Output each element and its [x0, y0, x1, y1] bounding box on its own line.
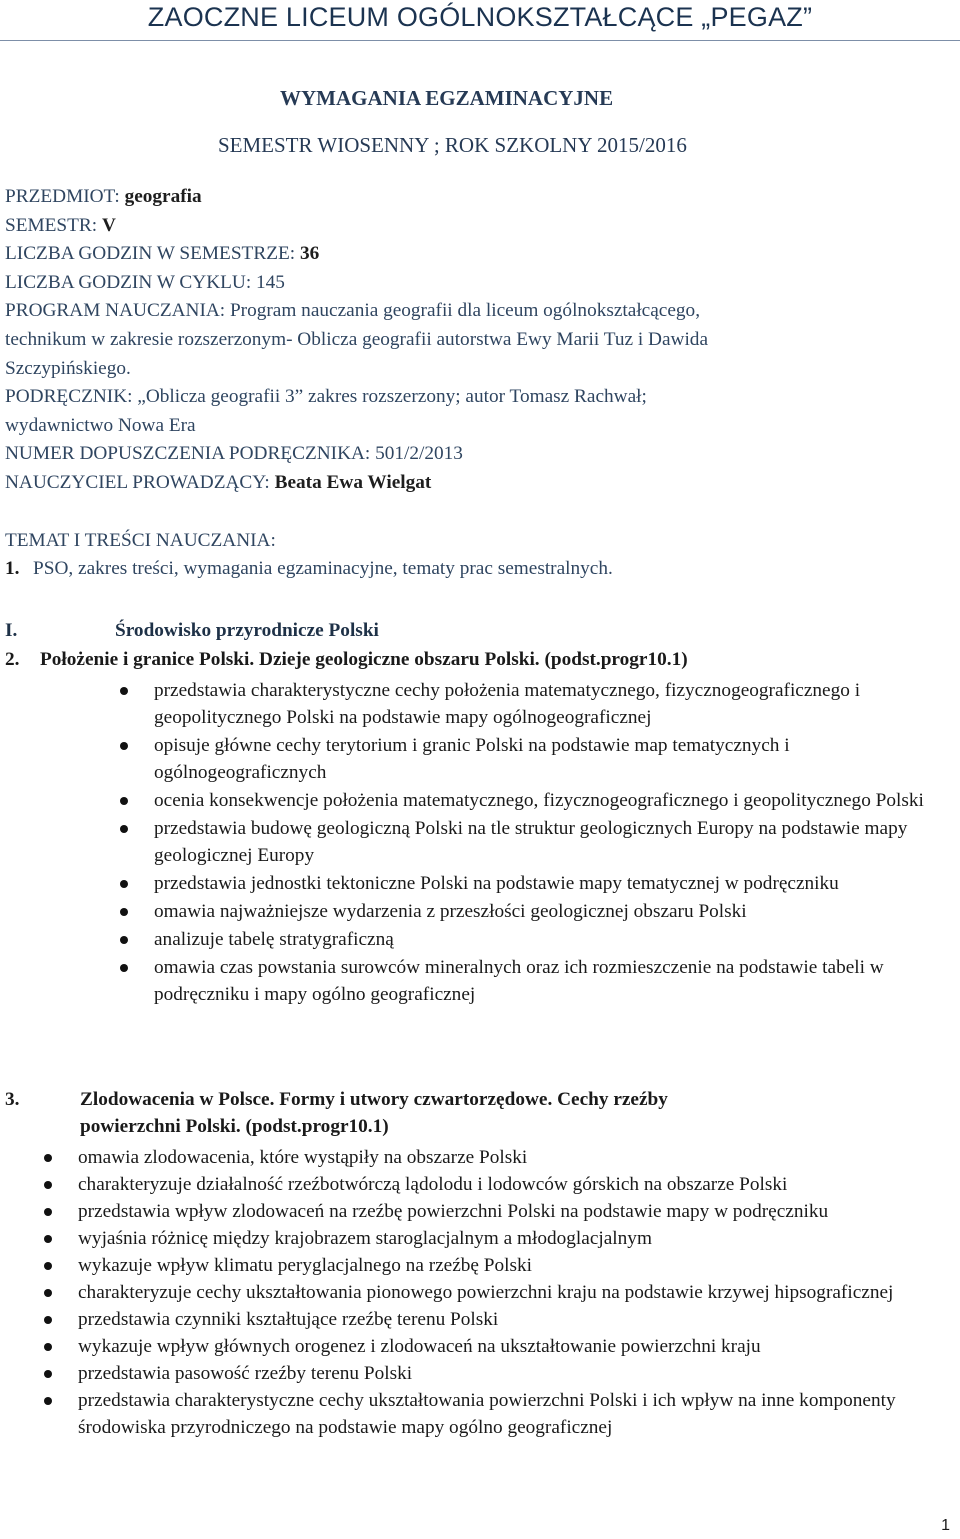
program-line-3: Szczypińskiego. — [5, 357, 131, 379]
semester-value: V — [101, 214, 116, 236]
list-item: omawia czas powstania surowców mineralnych oraz ich rozmieszczenie na podstawie tabeli w podręczniku i mapy ogólno geograficznej — [114, 954, 954, 1008]
subject-value: geografia — [124, 186, 202, 207]
topic-item-text: PSO, zakres treści, wymagania egzaminacyjne, tematy prac semestralnych. — [33, 558, 613, 580]
subject-label: PRZEDMIOT: — [5, 186, 125, 207]
hours-semester-label: LICZBA GODZIN W SEMESTRZE: — [5, 243, 300, 265]
section-2-heading — [5, 646, 953, 673]
list-item: przedstawia charakterystyczne cechy ukształtowania powierzchni Polski i ich wpływ na inne komponenty środowiska przyrodniczego na podstawie mapy ogólno geograficznej — [38, 1387, 954, 1441]
semester-number-line — [5, 212, 953, 241]
school-name: ZAOCZNE LICEUM OGÓLNOKSZTAŁCĄCE „PEGAZ” — [147, 2, 813, 32]
list-item: charakteryzuje cechy ukształtowania pionowego powierzchni kraju na podstawie krzywej hipsograficznej — [38, 1279, 954, 1306]
section-2-title: Położenie i granice Polski. Dzieje geologiczne obszaru Polski. (podst.progr10.1) — [40, 649, 688, 670]
list-item: przedstawia wpływ zlodowaceń na rzeźbę powierzchni Polski na podstawie mapy w podręczniku — [38, 1198, 954, 1225]
semester-label: SEMESTR: — [5, 214, 102, 236]
hours-cycle-line: LICZBA GODZIN W CYKLU: 145 — [5, 271, 285, 293]
hours-semester-value: 36 — [299, 243, 320, 265]
section-3-bullet-list — [38, 1144, 954, 1441]
list-item: opisuje główne cechy terytorium i granic Polski na podstawie map tematycznych i ogólnogeograficznych — [114, 732, 954, 786]
list-item: przedstawia budowę geologiczną Polski na tle struktur geologicznych Europy na podstawie mapy geologicznej Europy — [114, 815, 954, 869]
program-line-1: PROGRAM NAUCZANIA: Program nauczania geografii dla liceum ogólnokształcącego, — [5, 300, 701, 322]
subject-line — [5, 183, 953, 212]
textbook-line-2: wydawnictwo Nowa Era — [5, 414, 196, 436]
list-item: omawia najważniejsze wydarzenia z przeszłości geologicznej obszaru Polski — [114, 898, 954, 925]
list-item: przedstawia charakterystyczne cechy położenia matematycznego, fizycznogeograficznego i geopolitycznego Polski na podstawie mapy ogólnogeograficznej — [114, 677, 954, 731]
approval-number-line: NUMER DOPUSZCZENIA PODRĘCZNIKA: 501/2/2013 — [5, 443, 463, 465]
list-item: przedstawia czynniki kształtujące rzeźbę terenu Polski — [38, 1306, 954, 1333]
course-info — [5, 183, 953, 584]
list-item: wyjaśnia różnicę między krajobrazem staroglacjalnym a młodoglacjalnym — [38, 1225, 954, 1252]
section-2-number: 2. — [5, 649, 20, 670]
spacer — [5, 498, 953, 527]
section-i-number: I. — [5, 620, 18, 641]
document-title: WYMAGANIA EGZAMINACYJNE — [280, 86, 614, 110]
teacher-label: NAUCZYCIEL PROWADZĄCY: — [5, 471, 275, 493]
list-item: analizuje tabelę stratygraficzną — [114, 926, 954, 953]
list-item: wykazuje wpływ głównych orogenez i zlodowaceń na ukształtowanie powierzchni kraju — [38, 1333, 954, 1360]
hours-semester-line — [5, 240, 953, 269]
section-i-title: Środowisko przyrodnicze Polski — [115, 620, 379, 641]
list-item: ocenia konsekwencje położenia matematycznego, fizycznogeograficznego i geopolitycznego Polski — [114, 787, 954, 814]
list-item: przedstawia pasowość rzeźby terenu Polski — [38, 1360, 954, 1387]
section-3-title-line-1: Zlodowacenia w Polsce. Formy i utwory czwartorzędowe. Cechy rzeźby — [80, 1089, 668, 1110]
semester-line: SEMESTR WIOSENNY ; ROK SZKOLNY 2015/2016 — [218, 133, 687, 157]
section-i-heading — [5, 617, 953, 644]
section-3-title-line-2: powierzchni Polski. (podst.progr10.1) — [80, 1116, 389, 1137]
section-2-bullet-list — [114, 677, 954, 1008]
section-3-heading — [5, 1086, 953, 1140]
teacher-name: Beata Ewa Wielgat — [274, 471, 432, 493]
topics-heading: TEMAT I TREŚCI NAUCZANIA: — [5, 529, 276, 551]
section-3-number: 3. — [5, 1089, 20, 1110]
page-number: 1 — [941, 1517, 950, 1534]
list-item: charakteryzuje działalność rzeźbotwórczą lądolodu i lodowców górskich na obszarze Polski — [38, 1171, 954, 1198]
textbook-line-1: PODRĘCZNIK: „Oblicza geografii 3” zakres rozszerzony; autor Tomasz Rachwał; — [5, 386, 647, 408]
topic-item-1 — [5, 555, 953, 584]
header-divider — [0, 40, 960, 41]
list-item: wykazuje wpływ klimatu peryglacjalnego na rzeźbę Polski — [38, 1252, 954, 1279]
list-item: przedstawia jednostki tektoniczne Polski na podstawie mapy tematycznej w podręczniku — [114, 870, 954, 897]
list-item: omawia zlodowacenia, które wystąpiły na obszarze Polski — [38, 1144, 954, 1171]
program-line-2: technikum w zakresie rozszerzonym- Oblicza geografii autorstwa Ewy Marii Tuz i Dawida — [5, 328, 709, 350]
teacher-line — [5, 469, 953, 498]
topic-item-number: 1. — [5, 558, 20, 580]
